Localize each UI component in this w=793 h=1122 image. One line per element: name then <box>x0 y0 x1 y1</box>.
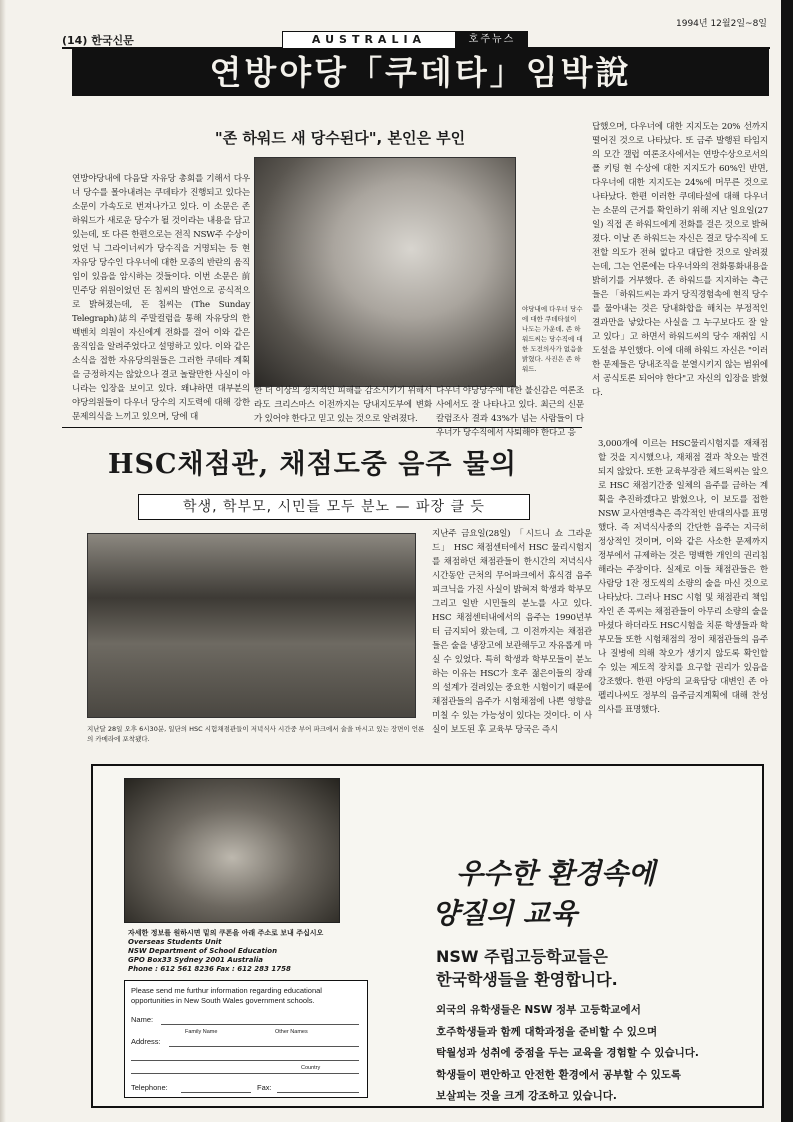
section-name: AUSTRALIA <box>282 31 456 49</box>
ad-body-line: 외국의 유학생들은 NSW 정부 고등학교에서 <box>436 1004 641 1016</box>
article2-column-2: 3,000개에 이르는 HSC물리시험지를 재채점할 것을 지시했으나, 재채점 결과 착오는 발견되지 않았다. 또한 교육부장관 체드윅씨는 앞으로 HSC 채점기간중 일체의 음주를 금하는 계획을 추진하겠다고 밝혔으나, 이 보도를 접한 NSW 교사연맹측은 즉각적인 반대의사를 표명했다. 즉 저녁식사중의 간단한 음주는 지극히 정상적인 것이며, 이와 같은 사소한 문제까지 정부에서 규제하는 것은 명백한 개인의 권리침해라는 주장이다. 실제로 이들 채점관들은 한 사람당 1잔 정도씩의 소량의 술을 마신 것으로 나타났다. 그러나 HSC 시험 및 채점관리 책임자인 존 콕씨는 채점관들이 아무리 소량의 술을 마셨다 하더라도 HSC시험을 치룬 학생들과 학부모들 또한 시험채점의 정이 채점관들의 음주나 질병에 의해 착오가 생기지 않도록 확인할 수 있는 제도적 장치를 요구할 권리가 있음을 강조했다. 한편 야당의 교육담당 대변인 존 아펠리나씨도 정부의 음주금지계획에 대해 찬성의사를 표명했다. <box>598 439 768 715</box>
ad-body-line: 탁월성과 성취에 중점을 두는 교육을 경험할 수 있습니다. <box>436 1047 699 1059</box>
coupon-name-line <box>161 1024 359 1025</box>
coupon-telephone-line <box>181 1092 251 1093</box>
page-right-edge <box>781 0 793 1122</box>
ad-contact-block <box>128 929 368 974</box>
ad-org-line: Phone : 612 561 8236 Fax : 612 283 1758 <box>128 965 291 973</box>
article1-column-3: 다우너 야당당수에 대한 불신감은 여론조사에서도 잘 나타나고 있다. 최근의 신문칼럼조사 결과 43%가 넘는 사람들이 다우너가 당수직에서 사퇴해야 한다고 응 <box>436 386 584 438</box>
article1-subhead: "존 하워드 새 당수된다", 본인은 부인 <box>214 129 466 147</box>
info-request-coupon <box>124 980 368 1098</box>
ad-request-text: 자세한 정보를 원하시면 밑의 쿠폰을 아래 주소로 보내 주십시오 <box>128 929 324 937</box>
article1-headline: 연방야당「쿠데타」임박說 <box>72 49 769 96</box>
ad-body <box>436 1000 756 1108</box>
coupon-address-line-2 <box>131 1060 359 1061</box>
coupon-name-label: Name: <box>131 1015 154 1024</box>
article1-column-1: 연방야당내에 다음달 자유당 총회를 기해서 다우너 당수를 몰아내려는 쿠데타가 진행되고 있다는 소문이 가속도로 번져나가고 있다. 이 소문은 존 하워드가 새로운 당수가 될 것이라는 내용을 담고 있는데, 또 다른 한편으로는 전직 NSW주 수상이었던 닉 그라이너씨가 당수직을 거명되는 등 현 자유당 당수인 다우너에 대한 모종의 반란의 움직임이 있음을 암시하는 것들이다. 이번 소문은 前민주당 위원이었던 돈 침씨의 발언으로 공식적으로 밝혀졌는데, 돈 침씨는 (The Sunday Telegraph)誌의 주말컬럼을 통해 자유당의 한 백벤치 의원이 자신에게 전화를 걸어 이와 같은 움직임을 알려주었다고 설명하고 있다. 이와 같은 소식을 접한 자유당의원들은 그러한 쿠데타 계획을 긍정하지는 않았으나 결코 놀랄만한 사실이 아니라는 입장을 보이고 있다. 왜냐하면 대부분의 야당의원들이 다우너 당수의 지도력에 대해 강한 문제의식을 느끼고 있으며, 당에 대 <box>72 174 250 422</box>
coupon-country-label: Country <box>301 1065 321 1071</box>
coupon-other-names-label: Other Names <box>275 1029 308 1035</box>
ad-body-line: 보살피는 것을 크게 강조하고 있습니다. <box>436 1090 617 1102</box>
coupon-address-label: Address: <box>131 1037 161 1046</box>
coupon-family-name-label: Family Name <box>185 1029 218 1035</box>
ad-subheadline-1: NSW 주립고등학교들은 <box>436 947 608 966</box>
page-left-edge <box>0 0 6 1122</box>
article-divider <box>62 427 582 428</box>
article2-photo-caption: 지난달 28일 오후 6시30분, 일단의 HSC 시험채점관들이 저녁식사 시간중 부어 파크에서 술을 마시고 있는 장면이 언론의 카메라에 포착됐다. <box>87 725 425 743</box>
section-tag: 호주뉴스 <box>456 31 528 49</box>
ad-headline-2: 양질의 교육 <box>432 897 577 930</box>
ad-body-line: 학생들이 편안하고 안전한 환경에서 공부할 수 있도록 <box>436 1068 682 1081</box>
coupon-fax-line <box>277 1092 359 1093</box>
article1-column-2: 한 더 이상의 정치적인 피해를 감소시키기 위해서라도 크리스마스 이전까지는 당내지도부에 변화가 있어야 한다고 믿고 있는 것으로 알려졌다. <box>254 386 432 424</box>
article2-column-1: 지난주 금요일(28일) 「시드니 쇼 그라운드」 HSC 채점센터에서 HSC 물리시험지를 채점하던 채점관들이 한시간의 저녁식사 시간동안 근처의 무어파크에서 휴식겸 음주피크닉을 가진 사실이 밝혀져 학생과 학부모 그리고 일반 시민들의 분노를 사고 있다. HSC 채점센터내에서의 음주는 1990년부터 금지되어 왔는데, 그 이전까지는 채점관들은 술을 냉장고에 보관해두고 자유롭게 마실 수 있었다. 특히 학생과 학부모들이 분노하는 이유는 HSC가 호주 젊은이들의 장래의 설계가 걸려있는 중요한 시험이기 때문에 채점관들의 음주가 시험채점에 나쁜 영향을 미칠 수 있는 가능성이 있다는 것이다. 이 사실이 보도된 후 교육부 당국은 즉시 <box>432 529 592 735</box>
coupon-intro: Please send me furthur information regarding educational opportunities in New South Wales government schools. <box>131 986 322 1005</box>
article2-headline: HSC채점관, 채점도중 음주 물의 <box>108 449 517 480</box>
coupon-address-line <box>169 1046 359 1047</box>
ad-subheadline-2: 한국학생들을 환영합니다. <box>436 970 618 989</box>
ad-headline-1: 우수한 환경속에 <box>456 857 656 890</box>
ad-org-line: Overseas Students Unit <box>128 938 222 946</box>
coupon-fax-label: Fax: <box>257 1083 272 1092</box>
ad-org-line: NSW Department of School Education <box>128 947 278 955</box>
coupon-address-line-3 <box>131 1073 359 1074</box>
issue-date: 1994년 12월2일~8일 <box>676 19 767 29</box>
page-label: (14) 한국신문 <box>62 34 134 47</box>
article1-photo <box>254 157 516 387</box>
article2-subhead: 학생, 학부모, 시민들 모두 분노 — 파장 클 듯 <box>138 494 530 520</box>
coupon-telephone-label: Telephone: <box>131 1083 168 1092</box>
article1-column-4: 답했으며, 다우너에 대한 지지도는 20% 선까지 떨어진 것으로 나타났다. 또 금주 발행된 타임지의 모간 갤럽 여론조사에서는 연방수상으로서의 폴 키팅 현 수상에 대한 지지도가 60%인 반면, 다우너에 대한 지지도는 24%에 머무른 것으로 나타났다. 한편 이러한 쿠데타설에 대해 다우너는 소문의 근거를 확인하기 위해 지난 일요일(27일) 직접 존 하워드에게 전화를 걸은 것으로 밝혀졌다. 이날 존 하워드는 자신은 결코 당수직에 도전할 의도가 전혀 없다고 대답한 것으로 알려졌는데, 그는 언론에는 다우너와의 전화통화내용을 밝히기를 거부했다. 존 하워드를 지지하는 측근들은 「하워드씨는 과거 당직경험속에 현직 당수를 물아내는 것은 당내화합을 해치는 부정적인 결과만을 낳았다는 사실을 그 누구보다도 잘 알고 있다」고 하면서 하워드씨의 당수 재취임 시도설을 부인했다. 이에 대해 하워드 자신은 "이러한 문제들은 당내조직을 분열시키지 않는 범위에서 공식토론 되어야 한다"고 자신의 입장을 밝혔다. <box>592 122 768 398</box>
ad-org-line: GPO Box33 Sydney 2001 Australia <box>128 956 263 964</box>
ad-photo <box>124 778 340 923</box>
article2-photo <box>87 533 416 718</box>
ad-body-line: 호주학생들과 함께 대학과정을 준비할 수 있으며 <box>436 1025 658 1038</box>
article1-photo-caption: 야당내에 다우너 당수에 대한 쿠데타설이 나도는 가운데, 존 하워드씨는 당수직에 대한 도전의사가 없음을 밝혔다. 사진은 존 하워드. <box>522 305 583 373</box>
